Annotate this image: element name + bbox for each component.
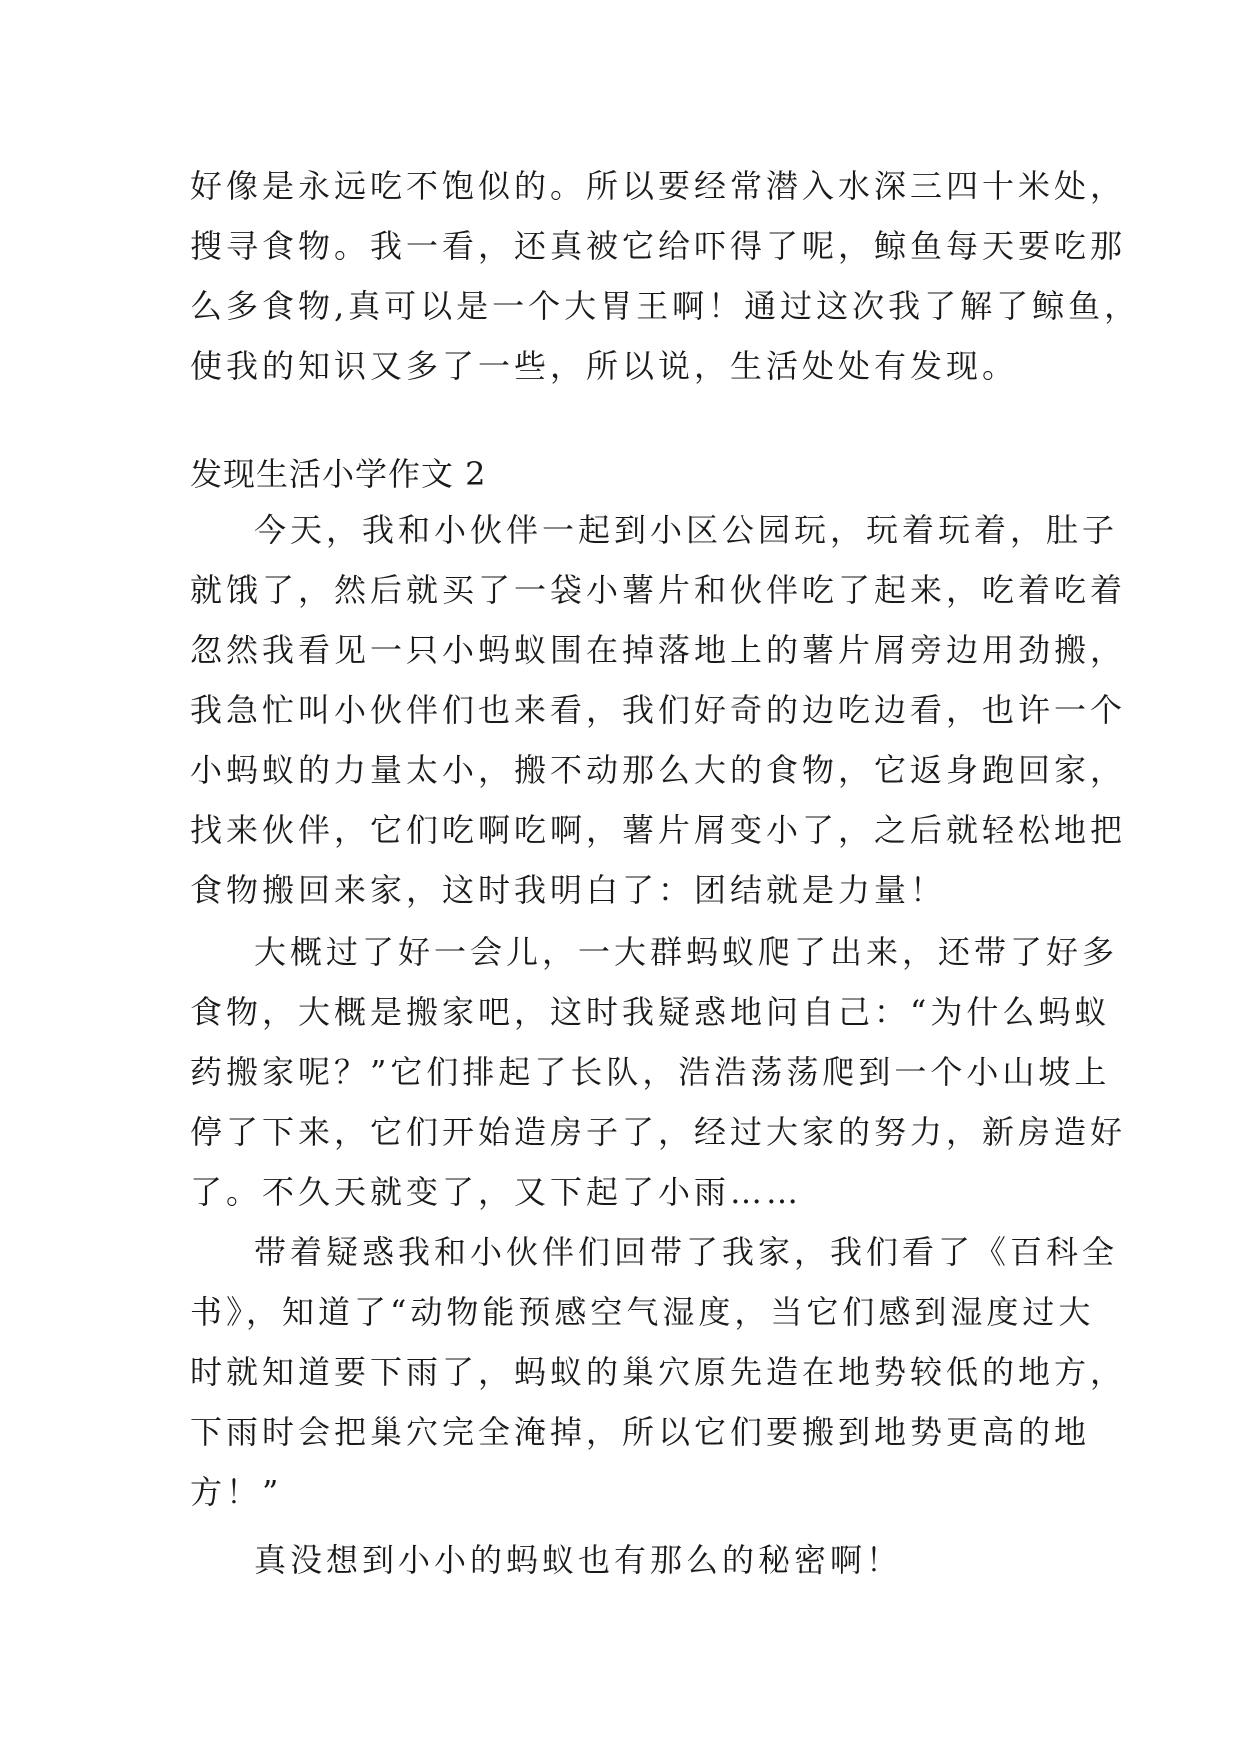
text-line: 好像是永远吃不饱似的。所以要经常潜入水深三四十米处， xyxy=(190,167,1127,205)
text-line: 我急忙叫小伙伴们也来看，我们好奇的边吃边看，也许一个 xyxy=(190,691,1127,729)
text-line: 今天，我和小伙伴一起到小区公园玩，玩着玩着，肚子 xyxy=(254,511,1119,549)
text-line: 就饿了，然后就买了一袋小薯片和伙伴吃了起来，吃着吃着 xyxy=(190,571,1127,609)
text-line: 食物，大概是搬家吧，这时我疑惑地问自己：“为什么蚂蚁 xyxy=(190,993,1111,1031)
text-line: 下雨时会把巢穴完全淹掉，所以它们要搬到地势更高的地 xyxy=(190,1413,1091,1451)
text-line: 小蚂蚁的力量太小，搬不动那么大的食物，它返身跑回家， xyxy=(190,751,1127,789)
text-line: 了。不久天就变了，又下起了小雨…… xyxy=(190,1173,803,1211)
text-line: 么多食物,真可以是一个大胃王啊！通过这次我了解了鲸鱼， xyxy=(190,287,1141,325)
text-line: 方！” xyxy=(190,1473,283,1511)
text-line: 真没想到小小的蚂蚁也有那么的秘密啊！ xyxy=(254,1541,903,1579)
text-line: 药搬家呢？”它们排起了长队，浩浩荡荡爬到一个小山坡上 xyxy=(190,1053,1111,1091)
text-line: 使我的知识又多了一些，所以说，生活处处有发现。 xyxy=(190,347,1019,385)
text-line: 找来伙伴，它们吃啊吃啊，薯片屑变小了，之后就轻松地把 xyxy=(190,811,1127,849)
text-line: 搜寻食物。我一看，还真被它给吓得了呢，鲸鱼每天要吃那 xyxy=(190,227,1127,265)
text-line: 时就知道要下雨了，蚂蚁的巢穴原先造在地势较低的地方， xyxy=(190,1353,1127,1391)
text-line: 食物搬回来家，这时我明白了：团结就是力量！ xyxy=(190,871,947,909)
text-line: 带着疑惑我和小伙伴们回带了我家，我们看了《百科全 xyxy=(254,1233,1119,1271)
text-line: 大概过了好一会儿，一大群蚂蚁爬了出来，还带了好多 xyxy=(254,933,1119,971)
text-line: 停了下来，它们开始造房子了，经过大家的努力，新房造好 xyxy=(190,1113,1127,1151)
section-title: 发现生活小学作文 2 xyxy=(190,455,487,493)
text-line: 忽然我看见一只小蚂蚁围在掉落地上的薯片屑旁边用劲搬， xyxy=(190,631,1127,669)
text-line: 书》，知道了“动物能预感空气湿度，当它们感到湿度过大 xyxy=(190,1293,1095,1331)
